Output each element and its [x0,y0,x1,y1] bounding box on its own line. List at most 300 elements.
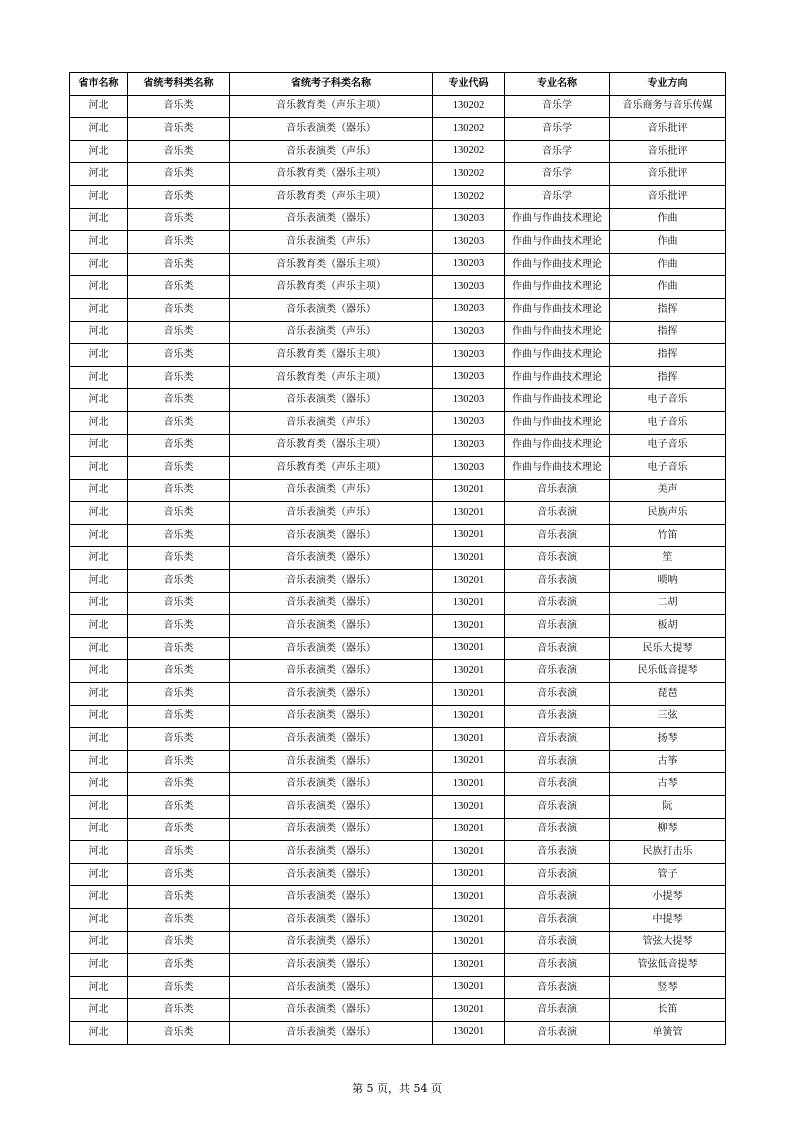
cell-major-name: 音乐表演 [505,886,610,909]
header-major-code: 专业代码 [433,73,505,96]
table-row [70,276,726,299]
cell-province: 河北 [70,253,128,276]
cell-major-name: 音乐学 [505,140,610,163]
cell-major-name: 音乐表演 [505,524,610,547]
cell-category: 音乐类 [128,818,230,841]
cell-category: 音乐类 [128,163,230,186]
cell-category: 音乐类 [128,434,230,457]
table-row [70,931,726,954]
cell-province: 河北 [70,344,128,367]
cell-major-code: 130201 [433,524,505,547]
cell-major-code: 130201 [433,976,505,999]
cell-subcategory: 音乐表演类（器乐） [230,818,433,841]
cell-subcategory: 音乐表演类（器乐） [230,863,433,886]
cell-major-direction: 笙 [610,547,726,570]
cell-province: 河北 [70,321,128,344]
cell-province: 河北 [70,185,128,208]
table-row [70,185,726,208]
cell-major-name: 音乐学 [505,95,610,118]
cell-major-direction: 指挥 [610,298,726,321]
header-major-name: 专业名称 [505,73,610,96]
cell-major-name: 音乐表演 [505,999,610,1022]
cell-province: 河北 [70,818,128,841]
cell-subcategory: 音乐表演类（器乐） [230,683,433,706]
cell-major-direction: 民族打击乐 [610,841,726,864]
cell-subcategory: 音乐教育类（声乐主项） [230,276,433,299]
cell-subcategory: 音乐教育类（器乐主项） [230,344,433,367]
cell-major-code: 130201 [433,660,505,683]
cell-major-code: 130203 [433,298,505,321]
cell-subcategory: 音乐教育类（声乐主项） [230,366,433,389]
cell-major-direction: 电子音乐 [610,411,726,434]
cell-major-name: 音乐表演 [505,773,610,796]
page-footer: 第 5 页，共 54 页 [352,1082,442,1095]
cell-major-direction: 指挥 [610,321,726,344]
cell-major-name: 音乐表演 [505,863,610,886]
cell-major-code: 130201 [433,863,505,886]
cell-province: 河北 [70,931,128,954]
cell-subcategory: 音乐表演类（器乐） [230,592,433,615]
cell-major-direction: 管弦大提琴 [610,931,726,954]
table-row [70,253,726,276]
cell-major-name: 作曲与作曲技术理论 [505,253,610,276]
cell-major-direction: 电子音乐 [610,457,726,480]
header-province: 省市名称 [70,73,128,96]
cell-province: 河北 [70,728,128,751]
table-row [70,344,726,367]
cell-major-name: 作曲与作曲技术理论 [505,457,610,480]
cell-major-code: 130201 [433,841,505,864]
cell-major-direction: 管子 [610,863,726,886]
cell-major-name: 音乐表演 [505,841,610,864]
cell-major-direction: 小提琴 [610,886,726,909]
cell-category: 音乐类 [128,208,230,231]
cell-category: 音乐类 [128,140,230,163]
cell-subcategory: 音乐表演类（器乐） [230,705,433,728]
cell-category: 音乐类 [128,705,230,728]
cell-category: 音乐类 [128,954,230,977]
table-row [70,389,726,412]
cell-subcategory: 音乐表演类（器乐） [230,570,433,593]
cell-category: 音乐类 [128,185,230,208]
cell-subcategory: 音乐表演类（器乐） [230,908,433,931]
table-row [70,1021,726,1044]
table-row [70,479,726,502]
cell-major-code: 130202 [433,95,505,118]
cell-major-code: 130202 [433,140,505,163]
cell-province: 河北 [70,976,128,999]
cell-major-name: 音乐学 [505,185,610,208]
cell-major-name: 音乐表演 [505,637,610,660]
cell-major-direction: 板胡 [610,615,726,638]
table-row [70,547,726,570]
cell-major-direction: 民族声乐 [610,502,726,525]
cell-province: 河北 [70,908,128,931]
cell-major-direction: 古琴 [610,773,726,796]
cell-subcategory: 音乐表演类（声乐） [230,231,433,254]
cell-major-direction: 音乐批评 [610,185,726,208]
table-row [70,457,726,480]
cell-category: 音乐类 [128,457,230,480]
cell-subcategory: 音乐表演类（器乐） [230,750,433,773]
cell-province: 河北 [70,298,128,321]
cell-subcategory: 音乐表演类（声乐） [230,411,433,434]
cell-major-code: 130201 [433,683,505,706]
cell-province: 河北 [70,163,128,186]
cell-subcategory: 音乐表演类（声乐） [230,140,433,163]
cell-category: 音乐类 [128,321,230,344]
table-row [70,863,726,886]
table-row [70,118,726,141]
table-row [70,660,726,683]
table-row [70,999,726,1022]
cell-province: 河北 [70,547,128,570]
cell-subcategory: 音乐表演类（器乐） [230,976,433,999]
cell-province: 河北 [70,479,128,502]
cell-category: 音乐类 [128,298,230,321]
cell-major-code: 130201 [433,547,505,570]
cell-subcategory: 音乐表演类（器乐） [230,954,433,977]
cell-category: 音乐类 [128,253,230,276]
cell-major-direction: 美声 [610,479,726,502]
cell-major-name: 作曲与作曲技术理论 [505,231,610,254]
cell-major-direction: 三弦 [610,705,726,728]
cell-province: 河北 [70,615,128,638]
cell-major-direction: 电子音乐 [610,389,726,412]
cell-subcategory: 音乐教育类（器乐主项） [230,163,433,186]
cell-subcategory: 音乐表演类（器乐） [230,547,433,570]
cell-major-direction: 作曲 [610,253,726,276]
table-row [70,841,726,864]
cell-province: 河北 [70,796,128,819]
cell-subcategory: 音乐表演类（器乐） [230,637,433,660]
cell-major-code: 130203 [433,253,505,276]
cell-province: 河北 [70,954,128,977]
cell-major-code: 130203 [433,208,505,231]
cell-category: 音乐类 [128,502,230,525]
table-row [70,570,726,593]
cell-province: 河北 [70,276,128,299]
cell-major-code: 130201 [433,818,505,841]
cell-subcategory: 音乐表演类（器乐） [230,660,433,683]
cell-major-name: 音乐表演 [505,615,610,638]
table-row [70,95,726,118]
cell-major-direction: 阮 [610,796,726,819]
cell-major-code: 130201 [433,479,505,502]
cell-category: 音乐类 [128,389,230,412]
cell-province: 河北 [70,841,128,864]
table-row [70,750,726,773]
cell-major-direction: 指挥 [610,366,726,389]
cell-category: 音乐类 [128,908,230,931]
cell-province: 河北 [70,208,128,231]
cell-category: 音乐类 [128,366,230,389]
cell-category: 音乐类 [128,231,230,254]
cell-subcategory: 音乐表演类（声乐） [230,321,433,344]
cell-subcategory: 音乐表演类（器乐） [230,931,433,954]
table-row [70,434,726,457]
table-row [70,773,726,796]
cell-major-name: 作曲与作曲技术理论 [505,434,610,457]
table-row [70,818,726,841]
cell-major-direction: 竹笛 [610,524,726,547]
table-row [70,908,726,931]
cell-subcategory: 音乐表演类（器乐） [230,1021,433,1044]
cell-major-code: 130203 [433,434,505,457]
cell-category: 音乐类 [128,660,230,683]
cell-major-direction: 音乐批评 [610,140,726,163]
cell-province: 河北 [70,683,128,706]
cell-major-name: 音乐表演 [505,479,610,502]
cell-subcategory: 音乐表演类（声乐） [230,479,433,502]
cell-major-name: 音乐表演 [505,954,610,977]
cell-major-name: 音乐表演 [505,570,610,593]
table-row [70,592,726,615]
cell-category: 音乐类 [128,796,230,819]
header-major-direction: 专业方向 [610,73,726,96]
cell-major-direction: 古筝 [610,750,726,773]
cell-category: 音乐类 [128,637,230,660]
cell-major-direction: 二胡 [610,592,726,615]
cell-subcategory: 音乐教育类（器乐主项） [230,434,433,457]
cell-province: 河北 [70,434,128,457]
table-row [70,163,726,186]
cell-category: 音乐类 [128,773,230,796]
table-row [70,796,726,819]
cell-province: 河北 [70,750,128,773]
major-table [69,72,726,1045]
cell-major-direction: 音乐商务与音乐传媒 [610,95,726,118]
cell-subcategory: 音乐表演类（器乐） [230,389,433,412]
cell-major-code: 130203 [433,231,505,254]
cell-province: 河北 [70,773,128,796]
cell-major-code: 130202 [433,163,505,186]
table-row [70,411,726,434]
cell-major-name: 音乐表演 [505,908,610,931]
cell-province: 河北 [70,592,128,615]
table-row [70,502,726,525]
cell-subcategory: 音乐表演类（器乐） [230,728,433,751]
table-row [70,615,726,638]
cell-major-code: 130201 [433,886,505,909]
cell-major-name: 作曲与作曲技术理论 [505,389,610,412]
cell-major-name: 音乐表演 [505,1021,610,1044]
cell-major-code: 130203 [433,457,505,480]
cell-province: 河北 [70,502,128,525]
cell-major-name: 作曲与作曲技术理论 [505,411,610,434]
cell-major-code: 130201 [433,773,505,796]
cell-province: 河北 [70,886,128,909]
cell-major-code: 130203 [433,344,505,367]
cell-province: 河北 [70,95,128,118]
cell-major-name: 音乐表演 [505,592,610,615]
cell-major-code: 130201 [433,728,505,751]
cell-major-code: 130201 [433,1021,505,1044]
cell-major-direction: 扬琴 [610,728,726,751]
cell-category: 音乐类 [128,1021,230,1044]
cell-category: 音乐类 [128,931,230,954]
cell-major-direction: 管弦低音提琴 [610,954,726,977]
cell-category: 音乐类 [128,863,230,886]
cell-category: 音乐类 [128,276,230,299]
cell-subcategory: 音乐教育类（声乐主项） [230,457,433,480]
cell-category: 音乐类 [128,479,230,502]
cell-category: 音乐类 [128,547,230,570]
cell-province: 河北 [70,1021,128,1044]
cell-category: 音乐类 [128,411,230,434]
cell-province: 河北 [70,118,128,141]
cell-category: 音乐类 [128,728,230,751]
table-row [70,208,726,231]
table-row [70,140,726,163]
cell-subcategory: 音乐教育类（器乐主项） [230,253,433,276]
cell-major-name: 音乐表演 [505,683,610,706]
cell-major-direction: 民乐低音提琴 [610,660,726,683]
table-row [70,705,726,728]
cell-subcategory: 音乐教育类（声乐主项） [230,185,433,208]
table-row [70,976,726,999]
cell-subcategory: 音乐表演类（声乐） [230,502,433,525]
cell-subcategory: 音乐表演类（器乐） [230,841,433,864]
cell-major-direction: 作曲 [610,208,726,231]
cell-major-name: 作曲与作曲技术理论 [505,344,610,367]
table-row [70,954,726,977]
cell-category: 音乐类 [128,592,230,615]
cell-major-code: 130202 [433,118,505,141]
cell-subcategory: 音乐表演类（器乐） [230,208,433,231]
cell-major-code: 130201 [433,999,505,1022]
cell-category: 音乐类 [128,999,230,1022]
cell-major-direction: 长笛 [610,999,726,1022]
header-subcategory: 省统考子科类名称 [230,73,433,96]
cell-major-code: 130202 [433,185,505,208]
cell-major-code: 130203 [433,366,505,389]
cell-major-name: 音乐学 [505,163,610,186]
cell-subcategory: 音乐表演类（器乐） [230,886,433,909]
cell-major-direction: 音乐批评 [610,163,726,186]
cell-major-code: 130201 [433,908,505,931]
cell-province: 河北 [70,140,128,163]
table-row [70,231,726,254]
cell-province: 河北 [70,637,128,660]
cell-category: 音乐类 [128,524,230,547]
cell-category: 音乐类 [128,750,230,773]
cell-category: 音乐类 [128,95,230,118]
table-row [70,637,726,660]
cell-province: 河北 [70,524,128,547]
cell-major-direction: 中提琴 [610,908,726,931]
cell-category: 音乐类 [128,886,230,909]
cell-province: 河北 [70,231,128,254]
cell-province: 河北 [70,999,128,1022]
cell-major-code: 130201 [433,615,505,638]
cell-major-name: 作曲与作曲技术理论 [505,321,610,344]
cell-major-name: 作曲与作曲技术理论 [505,366,610,389]
cell-category: 音乐类 [128,344,230,367]
cell-major-direction: 单簧管 [610,1021,726,1044]
header-category: 省统考科类名称 [128,73,230,96]
cell-subcategory: 音乐表演类（器乐） [230,524,433,547]
cell-province: 河北 [70,705,128,728]
cell-major-code: 130201 [433,592,505,615]
cell-province: 河北 [70,366,128,389]
cell-major-code: 130201 [433,750,505,773]
cell-major-code: 130203 [433,411,505,434]
cell-province: 河北 [70,660,128,683]
table-row [70,298,726,321]
cell-major-code: 130201 [433,570,505,593]
cell-major-name: 音乐表演 [505,547,610,570]
cell-major-code: 130201 [433,796,505,819]
cell-subcategory: 音乐教育类（声乐主项） [230,95,433,118]
cell-major-name: 音乐表演 [505,818,610,841]
cell-major-name: 音乐表演 [505,660,610,683]
table-row [70,524,726,547]
cell-major-name: 音乐学 [505,118,610,141]
cell-major-name: 音乐表演 [505,728,610,751]
table-body [70,95,726,1044]
cell-major-direction: 竖琴 [610,976,726,999]
cell-province: 河北 [70,389,128,412]
cell-province: 河北 [70,457,128,480]
cell-major-code: 130201 [433,637,505,660]
cell-subcategory: 音乐表演类（器乐） [230,298,433,321]
cell-major-code: 130201 [433,502,505,525]
cell-major-name: 音乐表演 [505,705,610,728]
cell-major-name: 作曲与作曲技术理论 [505,276,610,299]
cell-province: 河北 [70,863,128,886]
cell-province: 河北 [70,570,128,593]
cell-major-direction: 指挥 [610,344,726,367]
cell-major-direction: 琵琶 [610,683,726,706]
cell-major-direction: 柳琴 [610,818,726,841]
cell-category: 音乐类 [128,615,230,638]
cell-category: 音乐类 [128,683,230,706]
cell-major-name: 音乐表演 [505,750,610,773]
table-row [70,366,726,389]
cell-major-name: 音乐表演 [505,976,610,999]
cell-category: 音乐类 [128,976,230,999]
cell-major-code: 130203 [433,389,505,412]
cell-category: 音乐类 [128,570,230,593]
cell-subcategory: 音乐表演类（器乐） [230,118,433,141]
cell-major-direction: 作曲 [610,231,726,254]
cell-major-code: 130203 [433,276,505,299]
cell-major-name: 音乐表演 [505,796,610,819]
cell-major-code: 130203 [433,321,505,344]
cell-subcategory: 音乐表演类（器乐） [230,999,433,1022]
cell-subcategory: 音乐表演类（器乐） [230,615,433,638]
cell-category: 音乐类 [128,118,230,141]
table-row [70,886,726,909]
cell-category: 音乐类 [128,841,230,864]
table-row [70,321,726,344]
cell-subcategory: 音乐表演类（器乐） [230,773,433,796]
cell-major-code: 130201 [433,705,505,728]
cell-major-code: 130201 [433,954,505,977]
cell-province: 河北 [70,411,128,434]
cell-major-direction: 音乐批评 [610,118,726,141]
table-row [70,683,726,706]
cell-major-direction: 电子音乐 [610,434,726,457]
table-header-row [70,73,726,96]
cell-major-name: 音乐表演 [505,502,610,525]
cell-major-direction: 民乐大提琴 [610,637,726,660]
cell-subcategory: 音乐表演类（器乐） [230,796,433,819]
table-row [70,728,726,751]
cell-major-name: 作曲与作曲技术理论 [505,208,610,231]
cell-major-direction: 作曲 [610,276,726,299]
